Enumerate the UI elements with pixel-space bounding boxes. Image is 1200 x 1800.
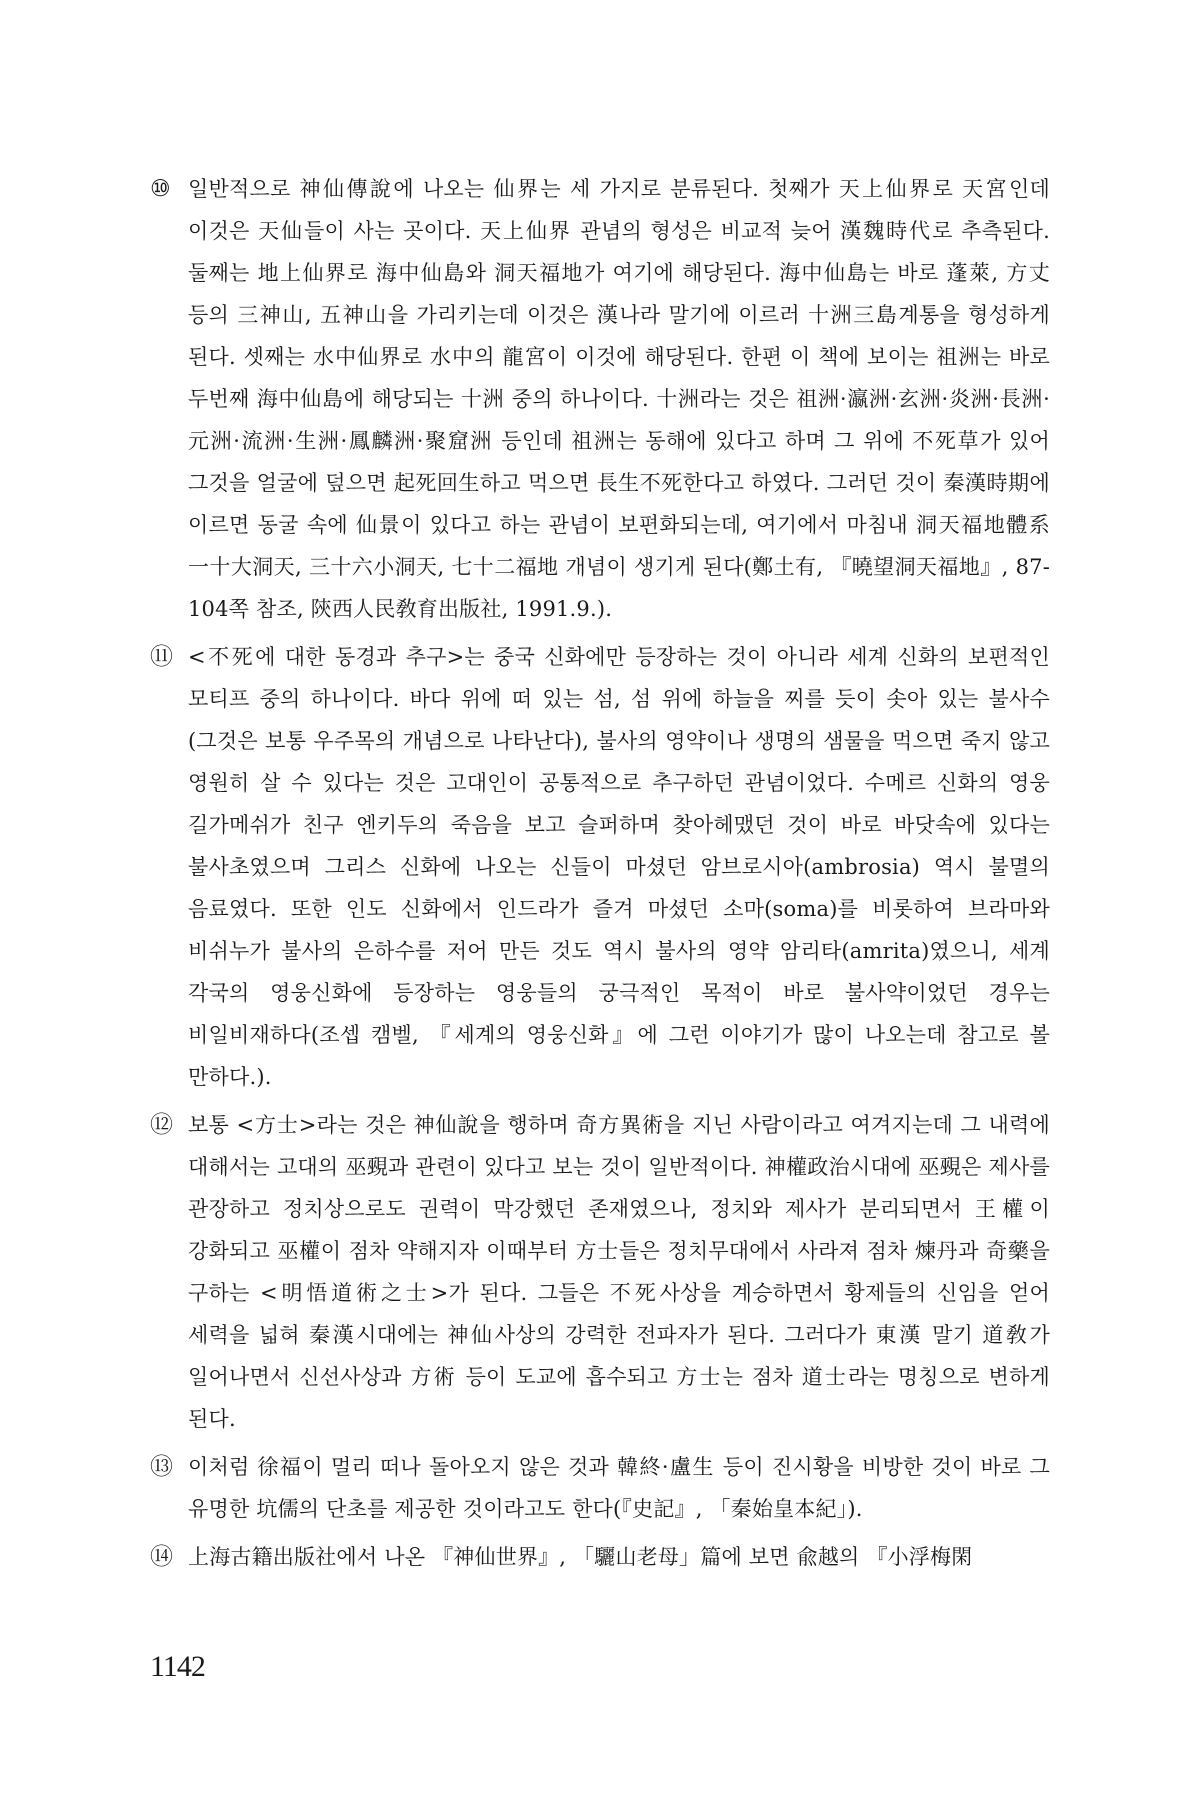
note-text: 上海古籍出版社에서 나온 『神仙世界』, 「驪山老母」篇에 보면 兪越의 『小浮梅閑: [188, 1545, 973, 1569]
note-text: 일반적으로 神仙傳說에 나오는 仙界는 세 가지로 분류된다. 첫째가 天上仙界로 天宮인데 이것은 天仙들이 사는 곳이다. 天上仙界 관념의 형성은 비교적 늦어 漢魏時代로 추측된다. 둘째는 地上仙界로 海中仙島와 洞天福地가 여기에 해당된다. 海中仙島는 바로 蓬萊, 方丈 등의 三神山, 五神山을 가리키는데 이것은 漢나라 말기에 이르러 十洲三島계통을 형성하게 된다. 셋째는 水中仙界로 水中의 龍宮이 이것에 해당된다. 한편 이 책에 보이는 祖洲는 바로 두번째 海中仙島에 해당되는 十洲 중의 하나이다. 十洲라는 것은 祖洲·瀛洲·玄洲·炎洲·長洲·元洲·流洲·生洲·鳳麟洲·聚窟洲 등인데 祖洲는 동해에 있다고 하며 그 위에 不死草가 있어 그것을 얼굴에 덮으면 起死回生하고 먹으면 長生不死한다고 하였다. 그러던 것이 秦漢時期에 이르면 동굴 속에 仙景이 있다고 하는 관념이 보편화되는데, 여기에서 마침내 洞天福地體系 一十大洞天, 三十六小洞天, 七十二福地 개념이 생기게 된다(鄭土有, 『曉望洞天福地』, 87-104쪽 참조, 陝西人民敎育出版社, 1991.9.).: [188, 177, 1050, 621]
note-number: ⑪: [150, 644, 174, 670]
page-number: 1142: [150, 1650, 205, 1683]
endnote-14: [150, 1536, 1050, 1578]
note-text: <不死에 대한 동경과 추구>는 중국 신화에만 등장하는 것이 아니라 세계 신화의 보편적인 모티프 중의 하나이다. 바다 위에 떠 있는 섬, 섬 위에 하늘을 찌를 듯이 솟아 있는 불사수(그것은 보통 우주목의 개념으로 나타난다), 불사의 영약이나 생명의 샘물을 먹으면 죽지 않고 영원히 살 수 있다는 것은 고대인이 공통적으로 추구하던 관념이었다. 수메르 신화의 영웅 길가메쉬가 친구 엔키두의 죽음을 보고 슬퍼하며 찾아헤맸던 것이 바로 바닷속에 있다는 불사초였으며 그리스 신화에 나오는 신들이 마셨던 암브로시아(ambrosia) 역시 불멸의 음료였다. 또한 인도 신화에서 인드라가 즐겨 마셨던 소마(soma)를 비롯하여 브라마와 비쉬누가 불사의 은하수를 저어 만든 것도 역시 불사의 영약 암리타(amrita)였으니, 세계 각국의 영웅신화에 등장하는 영웅들의 궁극적인 목적이 바로 불사약이었던 경우는 비일비재하다(조셉 캠벨, 『세계의 영웅신화』에 그런 이야기가 많이 나오는데 참고로 볼 만하다.).: [188, 645, 1050, 1089]
endnote-13: [150, 1446, 1050, 1530]
endnote-12: [150, 1104, 1050, 1440]
note-number: ⑫: [150, 1112, 174, 1138]
note-text: 이처럼 徐福이 멀리 떠나 돌아오지 않은 것과 韓終·盧生 등이 진시황을 비방한 것이 바로 그 유명한 坑儒의 단초를 제공한 것이라고도 한다(『史記』, 「秦始皇本紀」).: [188, 1455, 1050, 1521]
endnote-10: [150, 168, 1050, 630]
endnotes-list: [150, 168, 1050, 1578]
note-text: 보통 <方士>라는 것은 神仙說을 행하며 奇方異術을 지닌 사람이라고 여겨지는데 그 내력에 대해서는 고대의 巫覡과 관련이 있다고 보는 것이 일반적이다. 神權政治시대에 巫覡은 제사를 관장하고 정치상으로도 권력이 막강했던 존재였으나, 정치와 제사가 분리되면서 王權이 강화되고 巫權이 점차 약해지자 이때부터 方士들은 정치무대에서 사라져 점차 煉丹과 奇藥을 구하는 <明悟道術之士>가 된다. 그들은 不死사상을 계승하면서 황제들의 신임을 얻어 세력을 넓혀 秦漢시대에는 神仙사상의 강력한 전파자가 된다. 그러다가 東漢 말기 道敎가 일어나면서 신선사상과 方術 등이 도교에 흡수되고 方士는 점차 道士라는 명칭으로 변하게 된다.: [188, 1113, 1050, 1431]
note-number: ⑩: [150, 176, 171, 202]
note-number: ⑭: [150, 1544, 174, 1570]
note-number: ⑬: [150, 1454, 174, 1480]
endnote-11: [150, 636, 1050, 1098]
